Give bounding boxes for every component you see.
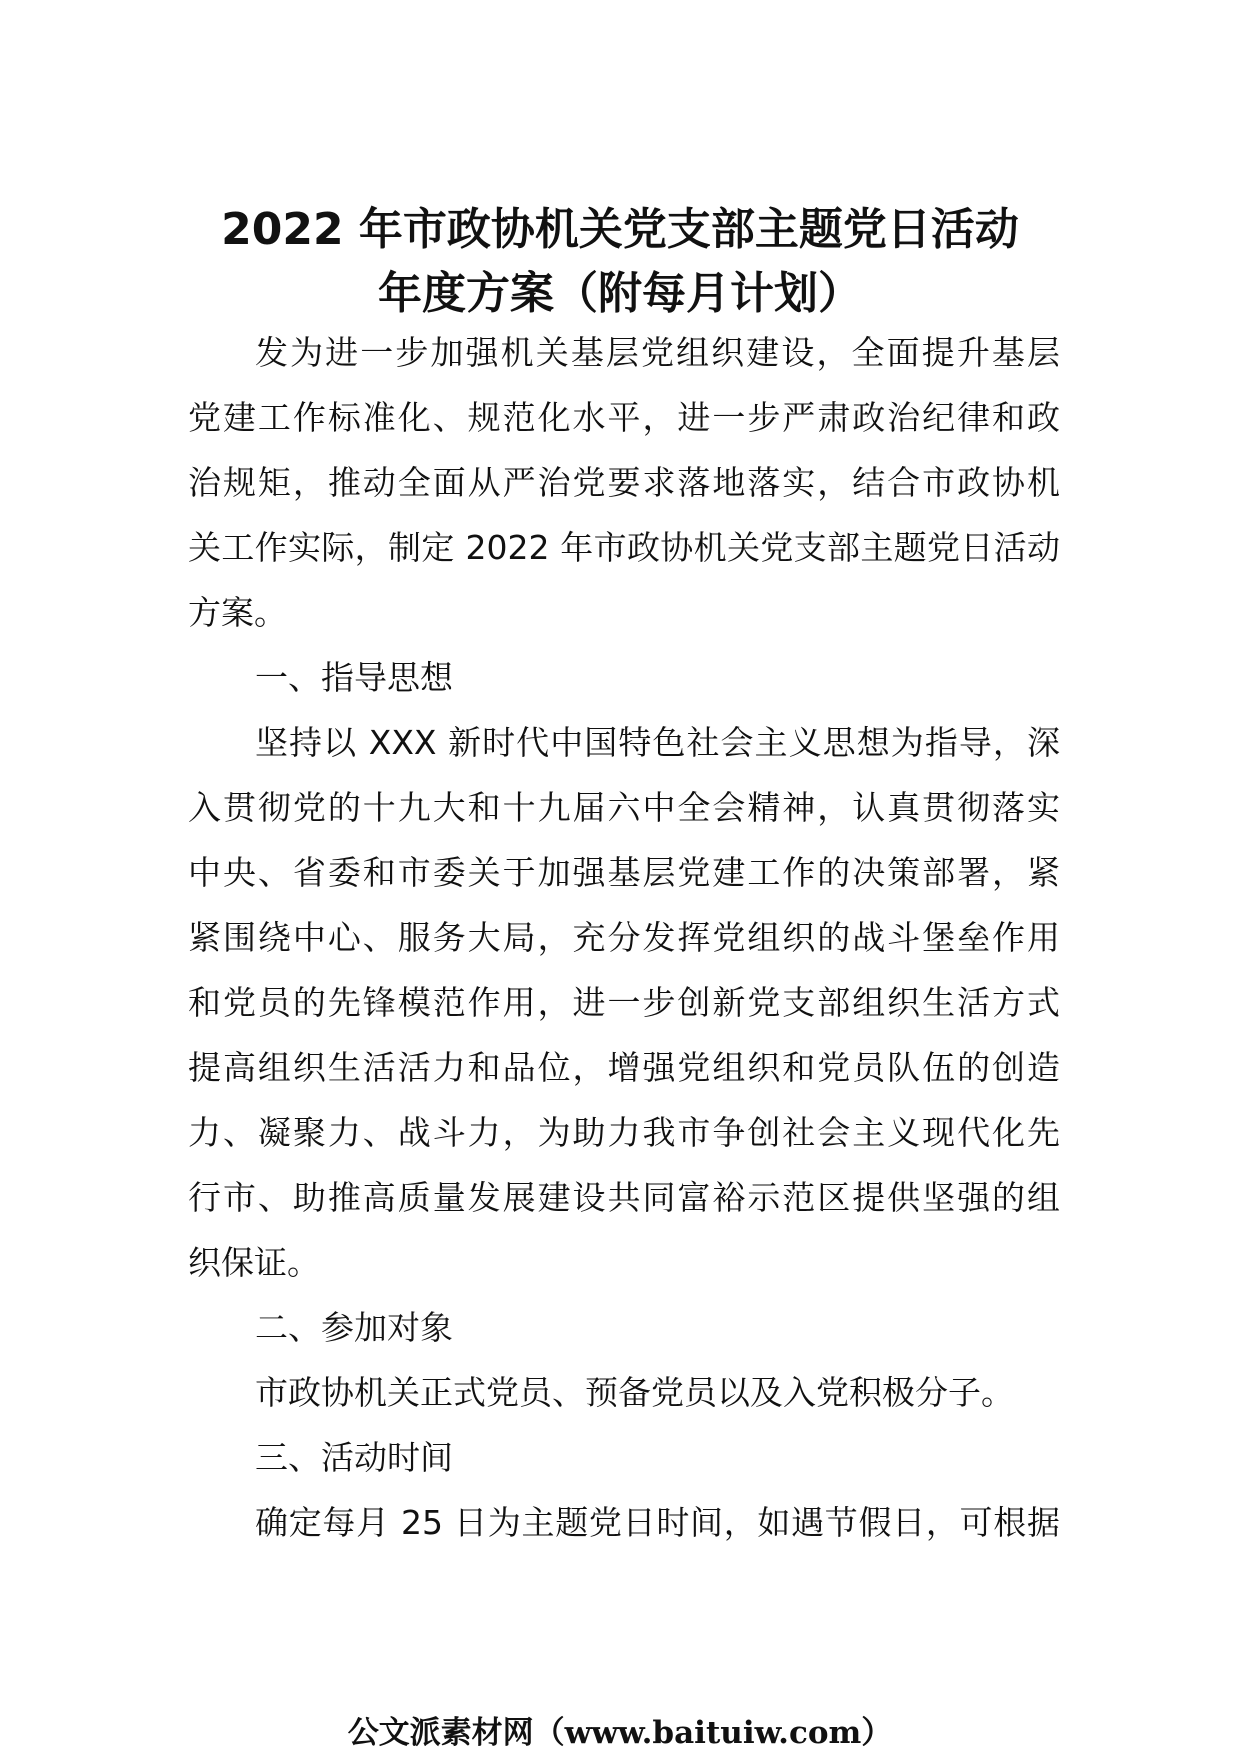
paragraph-line: 织保证。 <box>188 1243 320 1282</box>
guiding-ideology-paragraph <box>188 710 1060 1295</box>
document-title-line-1: 2022 年市政协机关党支部主题党日活动 <box>221 204 1019 255</box>
paragraph-line: 坚持以 XXX 新时代中国特色社会主义思想为指导，深 <box>255 723 1060 762</box>
paragraph-line: 行市、助推高质量发展建设共同富裕示范区提供坚强的组 <box>188 1178 1060 1217</box>
paragraph-line: 发为进一步加强机关基层党组织建设，全面提升基层 <box>255 333 1060 372</box>
participants-paragraph: 市政协机关正式党员、预备党员以及入党积极分子。 <box>255 1373 1014 1412</box>
paragraph-line: 确定每月 25 日为主题党日时间，如遇节假日，可根据 <box>255 1503 1060 1542</box>
section-heading-participants: 二、参加对象 <box>255 1308 453 1347</box>
paragraph-line: 方案。 <box>188 593 287 632</box>
paragraph-line: 提高组织生活活力和品位，增强党组织和党员队伍的创造 <box>188 1048 1060 1087</box>
paragraph-line: 关工作实际，制定 2022 年市政协机关党支部主题党日活动 <box>188 528 1060 567</box>
paragraph-line: 治规矩，推动全面从严治党要求落地落实，结合市政协机 <box>188 463 1060 502</box>
section-heading-guiding-ideology: 一、指导思想 <box>255 658 453 697</box>
document-title-line-2: 年度方案（附每月计划） <box>378 268 862 319</box>
paragraph-line: 入贯彻党的十九大和十九届六中全会精神，认真贯彻落实 <box>188 788 1060 827</box>
activity-time-paragraph <box>188 1490 1060 1555</box>
paragraph-line: 和党员的先锋模范作用，进一步创新党支部组织生活方式 <box>188 983 1060 1022</box>
section-heading-activity-time: 三、活动时间 <box>255 1438 453 1477</box>
paragraph-line: 党建工作标准化、规范化水平，进一步严肃政治纪律和政 <box>188 398 1060 437</box>
paragraph-line: 中央、省委和市委关于加强基层党建工作的决策部署，紧 <box>188 853 1060 892</box>
paragraph-line: 紧围绕中心、服务大局，充分发挥党组织的战斗堡垒作用 <box>188 918 1060 957</box>
watermark-footer: 公文派素材网（www.baituiw.com） <box>347 1715 893 1751</box>
intro-paragraph <box>188 320 1060 645</box>
paragraph-line: 力、凝聚力、战斗力，为助力我市争创社会主义现代化先 <box>188 1113 1060 1152</box>
